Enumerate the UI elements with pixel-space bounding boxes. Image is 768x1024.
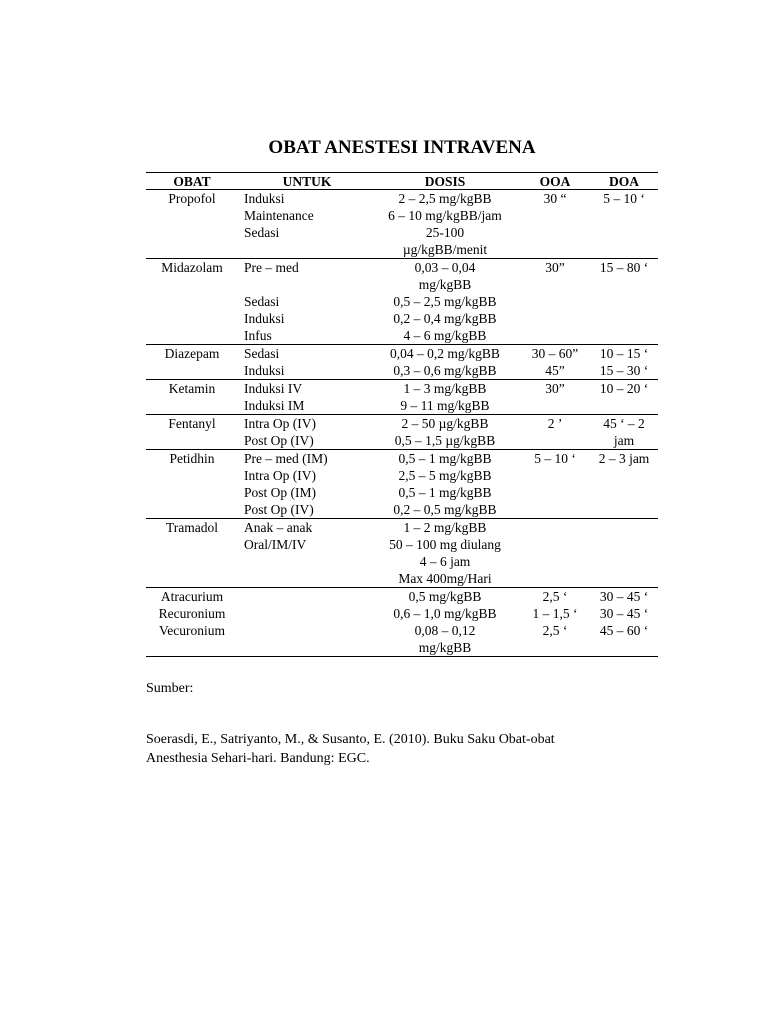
- cell-obat-line: Diazepam: [164, 346, 220, 361]
- cell-untuk-line: Sedasi: [244, 346, 280, 361]
- cell-untuk-line: Induksi IM: [244, 398, 305, 413]
- cell-dosis-line: mg/kgBB: [418, 277, 472, 292]
- cell-doa: [590, 380, 658, 415]
- cell-untuk-line: Post Op (IV): [244, 502, 314, 517]
- cell-ooa-line: 2,5 ‘: [542, 623, 568, 638]
- cell-untuk: [238, 380, 370, 415]
- table-header-row: [146, 173, 658, 190]
- cell-untuk-line: Post Op (IV): [244, 433, 314, 448]
- cell-obat-line: Petidhin: [169, 451, 215, 466]
- cell-dosis-line: Max 400mg/Hari: [398, 571, 492, 586]
- cell-untuk-line: Maintenance: [244, 208, 314, 223]
- cell-dosis-line: 50 – 100 mg diulang: [389, 537, 501, 552]
- cell-dosis-line: µg/kgBB/menit: [402, 242, 488, 257]
- cell-untuk: [238, 190, 370, 259]
- table-row: [146, 345, 658, 380]
- cell-dosis-line: 2 – 50 µg/kgBB: [401, 416, 489, 431]
- cell-untuk-line: [244, 241, 370, 258]
- cell-dosis-line: 0,5 – 1 mg/kgBB: [398, 485, 492, 500]
- cell-untuk-line: [244, 588, 370, 605]
- cell-doa-line: 10 – 15 ‘: [599, 346, 649, 361]
- cell-untuk-line: Induksi: [244, 311, 285, 326]
- cell-untuk-line: Oral/IM/IV: [244, 537, 307, 552]
- table-row: [146, 259, 658, 345]
- header-obat: OBAT: [146, 173, 238, 190]
- cell-doa: [590, 519, 658, 588]
- cell-dosis-line: 9 – 11 mg/kgBB: [400, 398, 490, 413]
- cell-untuk: [238, 415, 370, 450]
- cell-untuk-line: [244, 605, 370, 622]
- cell-ooa-line: 45”: [545, 363, 565, 378]
- cell-untuk: [238, 450, 370, 519]
- cell-ooa: [520, 622, 590, 657]
- citation: [146, 730, 626, 768]
- table-row: [146, 380, 658, 415]
- cell-obat-line: Fentanyl: [168, 416, 216, 431]
- cell-doa: [590, 345, 658, 380]
- cell-dosis-line: 25-100: [425, 225, 465, 240]
- cell-doa-line: 30 – 45 ‘: [599, 606, 649, 621]
- cell-dosis-line: 0,03 – 0,04: [414, 260, 476, 275]
- cell-dosis-line: 0,5 – 1 mg/kgBB: [398, 451, 492, 466]
- cell-doa: [590, 259, 658, 345]
- cell-dosis: [370, 380, 520, 415]
- cell-dosis: [370, 622, 520, 657]
- cell-dosis-line: 0,3 – 0,6 mg/kgBB: [393, 363, 497, 378]
- cell-obat-line: Atracurium: [160, 589, 224, 604]
- cell-obat: [146, 259, 238, 345]
- cell-untuk-line: Anak – anak: [244, 520, 313, 535]
- cell-dosis-line: 0,6 – 1,0 mg/kgBB: [393, 606, 497, 621]
- cell-ooa: [520, 588, 590, 606]
- table-body: [146, 190, 658, 657]
- cell-dosis-line: 0,5 – 2,5 mg/kgBB: [393, 294, 497, 309]
- cell-untuk-line: Pre – med: [244, 260, 299, 275]
- table-row: [146, 519, 658, 588]
- cell-doa-line: 15 – 80 ‘: [599, 260, 649, 275]
- cell-dosis: [370, 450, 520, 519]
- cell-untuk-line: Intra Op (IV): [244, 416, 316, 431]
- cell-untuk-line: Induksi: [244, 191, 285, 206]
- cell-untuk: [238, 605, 370, 622]
- cell-dosis-line: 0,08 – 0,12: [414, 623, 476, 638]
- cell-doa-line: 45 ‘ – 2: [603, 416, 645, 431]
- cell-obat: [146, 622, 238, 657]
- table-row: [146, 605, 658, 622]
- cell-obat: [146, 588, 238, 606]
- cell-ooa: [520, 519, 590, 588]
- cell-untuk-line: [244, 622, 370, 639]
- cell-obat-line: Vecuronium: [159, 623, 225, 638]
- cell-doa-line: 5 – 10 ‘: [603, 191, 645, 206]
- cell-dosis-line: 4 – 6 mg/kgBB: [403, 328, 487, 343]
- cell-obat-line: Midazolam: [161, 260, 223, 275]
- cell-doa: [590, 190, 658, 259]
- cell-ooa-line: 1 – 1,5 ‘: [532, 606, 578, 621]
- cell-doa: [590, 588, 658, 606]
- cell-obat: [146, 380, 238, 415]
- cell-untuk: [238, 519, 370, 588]
- citation-line: Soerasdi, E., Satriyanto, M., & Susanto, E. (2010). Buku Saku Obat-obat: [146, 732, 555, 747]
- cell-obat-line: Recuronium: [158, 606, 226, 621]
- cell-dosis-line: 4 – 6 jam: [419, 554, 471, 569]
- cell-untuk-line: Sedasi: [244, 225, 280, 240]
- cell-untuk: [238, 622, 370, 657]
- cell-untuk-line: Induksi IV: [244, 381, 303, 396]
- cell-dosis: [370, 345, 520, 380]
- header-dosis: DOSIS: [370, 173, 520, 190]
- cell-dosis-line: 1 – 3 mg/kgBB: [403, 381, 487, 396]
- cell-ooa: [520, 259, 590, 345]
- cell-ooa: [520, 605, 590, 622]
- cell-ooa-line: 30”: [545, 381, 565, 396]
- cell-doa-line: 15 – 30 ‘: [599, 363, 649, 378]
- cell-untuk: [238, 588, 370, 606]
- cell-ooa-line: 30 “: [543, 191, 567, 206]
- cell-dosis-line: 0,2 – 0,5 mg/kgBB: [393, 502, 497, 517]
- cell-dosis: [370, 605, 520, 622]
- cell-ooa-line: 2,5 ‘: [542, 589, 568, 604]
- cell-obat: [146, 605, 238, 622]
- cell-dosis: [370, 190, 520, 259]
- cell-dosis: [370, 259, 520, 345]
- cell-ooa: [520, 415, 590, 450]
- cell-untuk-line: Post Op (IM): [244, 485, 317, 500]
- cell-dosis-line: 0,5 mg/kgBB: [408, 589, 482, 604]
- cell-ooa-line: 30”: [545, 260, 565, 275]
- cell-dosis-line: 6 – 10 mg/kgBB/jam: [388, 208, 502, 223]
- cell-ooa-line: 5 – 10 ‘: [534, 451, 576, 466]
- cell-doa-line: jam: [613, 433, 635, 448]
- table-row: [146, 588, 658, 606]
- cell-untuk-line: Pre – med (IM): [244, 451, 328, 466]
- header-doa: DOA: [590, 173, 658, 190]
- table-row: [146, 190, 658, 259]
- cell-untuk-line: Infus: [244, 328, 272, 343]
- cell-doa: [590, 605, 658, 622]
- cell-untuk-line: [244, 276, 370, 293]
- cell-ooa-line: 30 – 60”: [531, 346, 579, 361]
- cell-untuk-line: Induksi: [244, 363, 285, 378]
- cell-ooa: [520, 345, 590, 380]
- cell-ooa: [520, 190, 590, 259]
- cell-doa: [590, 450, 658, 519]
- cell-ooa: [520, 380, 590, 415]
- cell-obat-line: Propofol: [168, 191, 216, 206]
- source-label: Sumber:: [146, 681, 194, 696]
- citation-line: Anesthesia Sehari-hari. Bandung: EGC.: [146, 751, 370, 766]
- cell-doa: [590, 415, 658, 450]
- cell-untuk: [238, 345, 370, 380]
- cell-untuk-line: Sedasi: [244, 294, 280, 309]
- cell-obat-line: Tramadol: [165, 520, 218, 535]
- cell-dosis-line: 1 – 2 mg/kgBB: [403, 520, 487, 535]
- cell-doa-line: 10 – 20 ‘: [599, 381, 649, 396]
- cell-dosis: [370, 588, 520, 606]
- drug-table: [146, 172, 658, 657]
- cell-dosis: [370, 519, 520, 588]
- cell-dosis-line: 0,5 – 1,5 µg/kgBB: [394, 433, 496, 448]
- table-row: [146, 450, 658, 519]
- cell-obat-line: Ketamin: [168, 381, 216, 396]
- cell-obat: [146, 519, 238, 588]
- cell-dosis-line: 0,2 – 0,4 mg/kgBB: [393, 311, 497, 326]
- document-title: OBAT ANESTESI INTRAVENA: [268, 137, 536, 158]
- cell-obat: [146, 190, 238, 259]
- cell-dosis-line: 0,04 – 0,2 mg/kgBB: [390, 346, 500, 361]
- cell-ooa: [520, 450, 590, 519]
- cell-dosis: [370, 415, 520, 450]
- cell-doa-line: 30 – 45 ‘: [599, 589, 649, 604]
- cell-obat: [146, 450, 238, 519]
- cell-ooa-line: 2 ’: [547, 416, 563, 431]
- cell-doa-line: 45 – 60 ‘: [599, 623, 649, 638]
- cell-doa-line: 2 – 3 jam: [598, 451, 650, 466]
- table-row: [146, 415, 658, 450]
- cell-dosis-line: 2,5 – 5 mg/kgBB: [398, 468, 492, 483]
- cell-dosis-line: mg/kgBB: [418, 640, 472, 655]
- cell-untuk: [238, 259, 370, 345]
- header-untuk: UNTUK: [238, 173, 370, 190]
- cell-untuk-line: Intra Op (IV): [244, 468, 316, 483]
- cell-obat: [146, 345, 238, 380]
- cell-dosis-line: 2 – 2,5 mg/kgBB: [398, 191, 492, 206]
- table-row: [146, 622, 658, 657]
- cell-doa: [590, 622, 658, 657]
- cell-obat: [146, 415, 238, 450]
- header-ooa: OOA: [520, 173, 590, 190]
